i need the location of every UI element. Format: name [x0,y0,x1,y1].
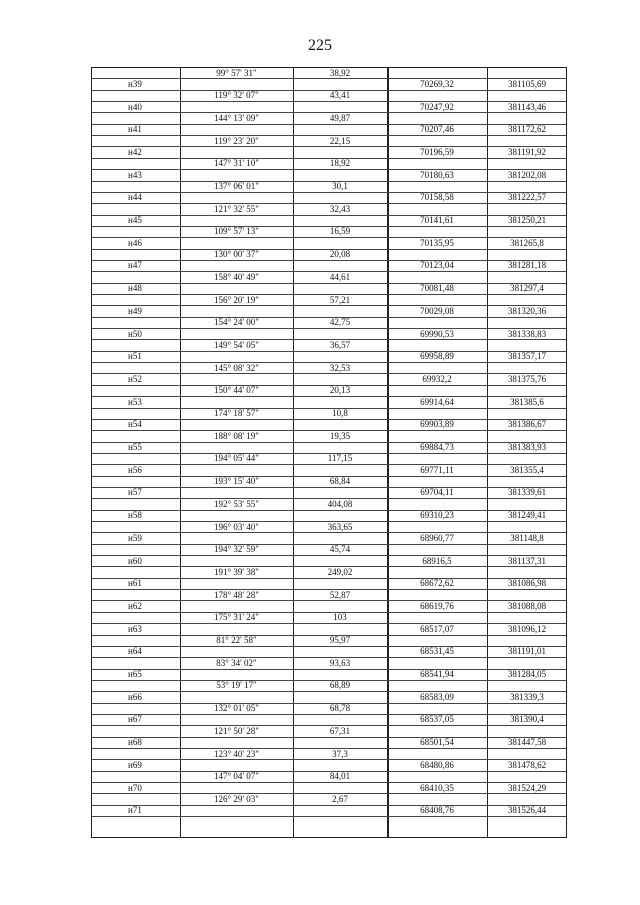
point-x: 68541,94 [420,669,454,680]
row-rule [387,294,567,295]
point-x: 68531,45 [420,646,454,657]
point-x: 69932,2 [422,373,452,384]
segment-distance: 20,13 [329,385,351,396]
segment-distance: 10,8 [332,408,348,418]
point-x: 68672,62 [420,578,454,589]
segment-angle: 188° 08' 19" [214,430,259,441]
point-x: 68916,5 [422,555,452,566]
point-name: н61 [128,578,142,589]
segment-angle: 144° 13' 09" [214,112,259,123]
point-y: 381096,12 [507,623,547,634]
segment-angle: 192° 53' 55" [214,498,259,509]
point-x: 70135,95 [420,237,454,248]
point-name: н52 [128,373,142,384]
point-name: н51 [128,351,142,362]
point-name: н42 [128,146,142,157]
point-name: н59 [128,532,142,543]
segment-angle: 83° 34' 02" [216,657,257,668]
point-x: 69990,53 [420,328,454,339]
point-y: 381137,31 [508,555,546,566]
segment-distance: 103 [333,612,347,623]
segment-distance: 363,65 [327,521,353,532]
point-y: 381375,76 [507,373,547,384]
segment-distance: 16,59 [329,226,351,237]
segment-angle: 145° 08' 32" [214,362,259,373]
row-rule [387,521,567,522]
segment-distance: 52,87 [329,589,351,600]
point-y: 381284,05 [507,669,547,680]
segment-angle: 126° 29' 03" [214,793,259,804]
segment-distance: 117,15 [327,453,353,464]
point-name: н62 [128,600,142,611]
segment-angle: 191° 39' 38" [214,566,259,577]
row-rule [387,612,567,613]
segment-distance: 57,21 [329,294,351,305]
segment-angle: 137° 06' 01" [214,181,259,191]
point-name: н64 [128,646,142,657]
point-x: 69771,11 [420,464,454,475]
page-number: 225 [308,37,332,54]
row-rule [387,181,567,182]
point-x: 70180,63 [420,169,454,180]
segment-distance: 36,57 [329,339,351,350]
point-name: н41 [128,124,142,135]
point-name: н71 [128,805,142,816]
segment-distance: 68,78 [329,703,351,714]
segment-angle: 119° 32' 07" [214,90,259,101]
point-x: 70207,46 [420,124,454,135]
point-name: н50 [128,328,142,339]
segment-angle: 53° 19' 17" [216,680,257,691]
row-rule [387,408,567,409]
point-y: 381281,18 [507,260,547,271]
point-y: 381390,4 [510,714,544,725]
point-x: 68537,05 [420,714,454,725]
segment-distance: 95,97 [329,635,351,645]
point-x: 68501,54 [420,737,454,748]
segment-distance: 84,01 [329,771,351,782]
point-name: н53 [128,396,142,407]
segment-distance: 2,67 [332,793,348,804]
point-name: н65 [128,669,142,680]
point-x: 69903,89 [420,419,454,430]
point-name: н47 [128,260,142,271]
point-x: 70196,59 [420,146,454,157]
point-y: 381191,92 [508,146,546,157]
point-name: н40 [128,101,142,112]
row-rule [387,725,567,726]
point-y: 381526,44 [507,805,547,816]
point-name: н60 [128,555,142,566]
segment-distance: 38,92 [329,67,351,78]
segment-distance: 37,3 [332,748,348,759]
point-y: 381143,46 [508,101,546,112]
point-name: н66 [128,691,142,702]
segment-distance: 49,87 [329,112,351,123]
segment-angle: 174° 18' 57" [214,408,259,418]
point-y: 381339,3 [510,691,544,702]
segment-angle: 149° 54' 05" [214,339,259,350]
point-y: 381249,41 [507,510,547,521]
point-x: 68517,07 [420,623,454,634]
point-name: н63 [128,623,142,634]
segment-distance: 42,75 [329,317,351,328]
row-rule [387,635,567,636]
point-y: 381383,93 [507,442,547,453]
point-x: 70158,58 [420,192,454,203]
segment-distance: 43,41 [329,90,351,101]
segment-distance: 19,35 [329,430,351,441]
point-name: н68 [128,737,142,748]
point-y: 381297,4 [510,283,544,294]
segment-angle: 178° 48' 28" [214,589,259,600]
point-y: 381105,69 [508,78,546,89]
point-name: н55 [128,442,142,453]
segment-angle: 123° 40' 23" [214,748,259,759]
point-name: н44 [128,192,142,203]
point-y: 381339,61 [507,487,547,498]
segment-angle: 193° 15' 40" [214,476,259,487]
segment-angle: 196° 03' 40" [214,521,259,532]
segment-distance: 404,08 [327,498,353,509]
segment-angle: 121° 50' 28" [214,725,259,736]
point-y: 381172,62 [508,124,546,135]
point-y: 381338,83 [507,328,547,339]
point-name: н56 [128,464,142,475]
point-x: 69958,89 [420,351,454,362]
point-name: н39 [128,78,142,89]
segment-angle: 194° 32' 59" [214,544,259,555]
segment-distance: 93,63 [329,657,351,668]
point-x: 69310,23 [420,510,454,521]
row-rule [387,748,567,749]
point-name: н45 [128,215,142,226]
segment-angle: 132° 01' 05" [214,703,259,714]
point-x: 70269,32 [420,78,454,89]
point-y: 381320,36 [507,305,547,316]
segment-angle: 147° 31' 10" [214,158,259,169]
segment-angle: 130° 00' 37" [214,249,259,260]
point-y: 381088,08 [507,600,547,611]
segment-angle: 81° 22' 58" [216,635,257,645]
point-x: 70029,08 [420,305,454,316]
point-name: н67 [128,714,142,725]
point-x: 69914,64 [420,396,454,407]
point-y: 381385,6 [510,396,544,407]
point-name: н48 [128,283,142,294]
point-name: н49 [128,305,142,316]
point-y: 381202,08 [507,169,547,180]
row-rule [387,158,567,159]
segment-distance: 67,31 [329,725,351,736]
segment-distance: 30,1 [332,181,348,191]
point-y: 381357,17 [507,351,547,362]
row-rule [387,498,567,499]
point-y: 381222,57 [507,192,547,203]
segment-angle: 154° 24' 00" [214,317,259,328]
coordinates-table [91,67,567,838]
segment-angle: 158° 40' 49" [214,271,259,282]
segment-distance: 44,61 [329,271,351,282]
segment-angle: 194° 05' 44" [214,453,259,464]
point-name: н46 [128,237,142,248]
segment-angle: 119° 23' 20" [214,135,259,146]
point-x: 68408,76 [420,805,454,816]
segment-distance: 68,84 [329,476,351,487]
point-name: н43 [128,169,142,180]
point-x: 70247,92 [420,101,454,112]
segment-distance: 22,15 [329,135,351,146]
point-x: 69884,73 [420,442,454,453]
point-y: 381355,4 [510,464,544,475]
point-y: 381250,21 [507,215,547,226]
point-y: 381265,8 [510,237,544,248]
segment-distance: 20,08 [329,249,351,260]
segment-angle: 121° 32' 55" [214,203,259,214]
segment-distance: 18,92 [329,158,351,169]
segment-distance: 32,53 [329,362,351,373]
point-x: 68960,77 [420,532,454,543]
point-y: 381386,67 [507,419,547,430]
point-y: 381191,01 [508,646,546,657]
point-name: н69 [128,759,142,770]
segment-distance: 68,89 [329,680,351,691]
point-y: 381447,58 [507,737,547,748]
point-x: 70123,04 [420,260,454,271]
point-x: 68619,76 [420,600,454,611]
point-x: 68583,09 [420,691,454,702]
point-x: 68410,35 [420,782,454,793]
segment-angle: 147° 04' 07" [214,771,259,782]
segment-angle: 150° 44' 07" [214,385,259,396]
segment-distance: 32,43 [329,203,351,214]
point-name: н54 [128,419,142,430]
point-y: 381086,98 [507,578,547,589]
segment-angle: 109° 57' 13" [214,226,259,237]
point-name: н70 [128,782,142,793]
segment-angle: 99° 57' 31" [216,67,257,78]
point-x: 70141,61 [420,215,454,226]
segment-distance: 45,74 [329,544,351,555]
point-name: н57 [128,487,142,498]
point-name: н58 [128,510,142,521]
segment-angle: 156° 20' 19" [214,294,259,305]
point-x: 69704,11 [420,487,454,498]
point-x: 68480,86 [420,759,454,770]
point-x: 70081,48 [420,283,454,294]
point-y: 381524,29 [507,782,547,793]
point-y: 381148,8 [510,532,544,543]
row-rule [387,271,567,272]
segment-angle: 175° 31' 24" [214,612,259,623]
row-rule [387,385,567,386]
point-y: 381478,62 [507,759,547,770]
segment-distance: 249,02 [327,566,353,577]
